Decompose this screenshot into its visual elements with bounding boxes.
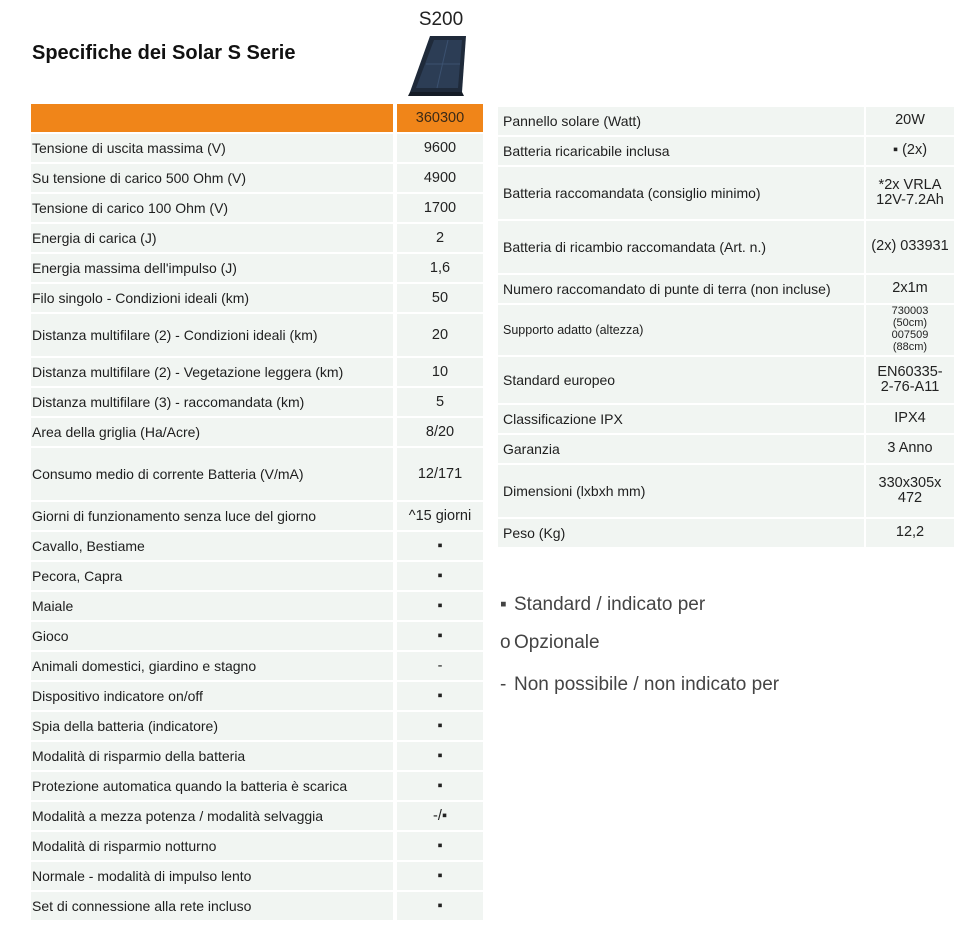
table-row (31, 622, 483, 650)
spec-value: 8/20 (397, 418, 483, 446)
spec-label: Distanza multifilare (3) - raccomandata (km) (31, 388, 393, 416)
article-number: 360300 (397, 104, 483, 132)
table-row (498, 465, 954, 517)
spec-label: Protezione automatica quando la batteria è scarica (31, 772, 393, 800)
spec-value: 1700 (397, 194, 483, 222)
spec-value: 50 (397, 284, 483, 312)
table-row (31, 388, 483, 416)
table-row (31, 358, 483, 386)
page-title: Specifiche dei Solar S Serie (32, 42, 296, 64)
table-row (31, 712, 483, 740)
spec-value: 12,2 (866, 519, 954, 547)
table-row (498, 519, 954, 547)
spec-value: 3 Anno (866, 435, 954, 463)
spec-label: Standard europeo (498, 357, 864, 403)
table-row (31, 418, 483, 446)
spec-label: Area della griglia (Ha/Acre) (31, 418, 393, 446)
spec-label: Spia della batteria (indicatore) (31, 712, 393, 740)
spec-label: Distanza multifilare (2) - Condizioni ideali (km) (31, 314, 393, 356)
spec-value: IPX4 (866, 405, 954, 433)
legend-text: Non possibile / non indicato per (514, 674, 780, 695)
spec-value: ▪ (397, 562, 483, 590)
spec-label: Batteria di ricambio raccomandata (Art. n.) (498, 221, 864, 273)
table-row (498, 107, 954, 135)
solar-panel-image (402, 32, 478, 98)
table-row (31, 254, 483, 282)
spec-label: Maiale (31, 592, 393, 620)
legend-symbol: o (500, 632, 511, 653)
spec-label: Tensione di carico 100 Ohm (V) (31, 194, 393, 222)
table-row (31, 682, 483, 710)
table-row (31, 134, 483, 162)
spec-value: ▪ (397, 742, 483, 770)
spec-value: 12/171 (397, 448, 483, 500)
table-row (31, 802, 483, 830)
table-row (31, 742, 483, 770)
table-row (31, 892, 483, 920)
spec-value: ▪ (2x) (866, 137, 954, 165)
specs-table-right (498, 107, 954, 549)
legend-text: Opzionale (514, 632, 600, 653)
spec-value: EN60335- 2-76-A11 (866, 357, 954, 403)
spec-value: -/▪ (397, 802, 483, 830)
spec-value: (2x) 033931 (866, 221, 954, 273)
table-row (498, 137, 954, 165)
spec-label: Filo singolo - Condizioni ideali (km) (31, 284, 393, 312)
spec-label: Modalità di risparmio della batteria (31, 742, 393, 770)
spec-value: 10 (397, 358, 483, 386)
legend-item (500, 624, 779, 662)
spec-value: 20W (866, 107, 954, 135)
legend-item (500, 586, 779, 624)
legend (500, 586, 779, 704)
spec-value: ▪ (397, 532, 483, 560)
spec-label: Dimensioni (lxbxh mm) (498, 465, 864, 517)
legend-symbol: ▪ (500, 594, 507, 615)
spec-label: Pecora, Capra (31, 562, 393, 590)
table-row (31, 652, 483, 680)
spec-value: - (397, 652, 483, 680)
table-row (31, 562, 483, 590)
table-row (31, 284, 483, 312)
spec-value: ▪ (397, 772, 483, 800)
product-name: S200 (418, 9, 464, 30)
spec-value: 9600 (397, 134, 483, 162)
spec-label: Modalità di risparmio notturno (31, 832, 393, 860)
spec-label: Giorni di funzionamento senza luce del giorno (31, 502, 393, 530)
spec-label: Consumo medio di corrente Batteria (V/mA) (31, 448, 393, 500)
legend-symbol: - (500, 674, 507, 695)
legend-text: Standard / indicato per (514, 594, 706, 615)
table-row (31, 832, 483, 860)
table-row (31, 862, 483, 890)
spec-value: 5 (397, 388, 483, 416)
spec-value: ▪ (397, 622, 483, 650)
spec-value: ▪ (397, 712, 483, 740)
spec-value: ▪ (397, 592, 483, 620)
spec-label: Modalità a mezza potenza / modalità selvaggia (31, 802, 393, 830)
spec-value: ▪ (397, 892, 483, 920)
table-row (498, 305, 954, 355)
spec-value: 1,6 (397, 254, 483, 282)
spec-value: 4900 (397, 164, 483, 192)
spec-label: Energia di carica (J) (31, 224, 393, 252)
table-row (31, 194, 483, 222)
header-label-cell (31, 104, 393, 132)
spec-label: Energia massima dell'impulso (J) (31, 254, 393, 282)
spec-label: Su tensione di carico 500 Ohm (V) (31, 164, 393, 192)
table-row (31, 532, 483, 560)
table-row (31, 224, 483, 252)
table-row (31, 448, 483, 500)
table-row (31, 592, 483, 620)
spec-value: ▪ (397, 862, 483, 890)
spec-label: Pannello solare (Watt) (498, 107, 864, 135)
legend-item (500, 666, 779, 704)
table-row (498, 357, 954, 403)
spec-value: ▪ (397, 682, 483, 710)
spec-label: Peso (Kg) (498, 519, 864, 547)
table-row (498, 275, 954, 303)
spec-label: Distanza multifilare (2) - Vegetazione leggera (km) (31, 358, 393, 386)
spec-label: Numero raccomandato di punte di terra (non incluse) (498, 275, 864, 303)
spec-value: 20 (397, 314, 483, 356)
spec-label: Batteria ricaricabile inclusa (498, 137, 864, 165)
table-row (498, 435, 954, 463)
specs-table-left (31, 104, 483, 922)
spec-label: Batteria raccomandata (consiglio minimo) (498, 167, 864, 219)
spec-value: ^15 giorni (397, 502, 483, 530)
spec-label: Gioco (31, 622, 393, 650)
table-row (31, 772, 483, 800)
spec-value: 2x1m (866, 275, 954, 303)
spec-value: ▪ (397, 832, 483, 860)
spec-label: Cavallo, Bestiame (31, 532, 393, 560)
spec-value: 330x305x 472 (866, 465, 954, 517)
spec-label: Dispositivo indicatore on/off (31, 682, 393, 710)
spec-label: Tensione di uscita massima (V) (31, 134, 393, 162)
table-row (31, 314, 483, 356)
table-row (31, 164, 483, 192)
table-row (498, 167, 954, 219)
spec-label: Set di connessione alla rete incluso (31, 892, 393, 920)
spec-value: 2 (397, 224, 483, 252)
table-row (498, 221, 954, 273)
table-row (31, 502, 483, 530)
spec-label: Supporto adatto (altezza) (498, 305, 864, 355)
table-row (498, 405, 954, 433)
spec-value: 730003 (50cm) 007509 (88cm) (866, 305, 954, 355)
table-header-row (31, 104, 483, 132)
spec-value: *2x VRLA 12V-7.2Ah (866, 167, 954, 219)
spec-label: Garanzia (498, 435, 864, 463)
spec-label: Classificazione IPX (498, 405, 864, 433)
spec-label: Normale - modalità di impulso lento (31, 862, 393, 890)
spec-label: Animali domestici, giardino e stagno (31, 652, 393, 680)
